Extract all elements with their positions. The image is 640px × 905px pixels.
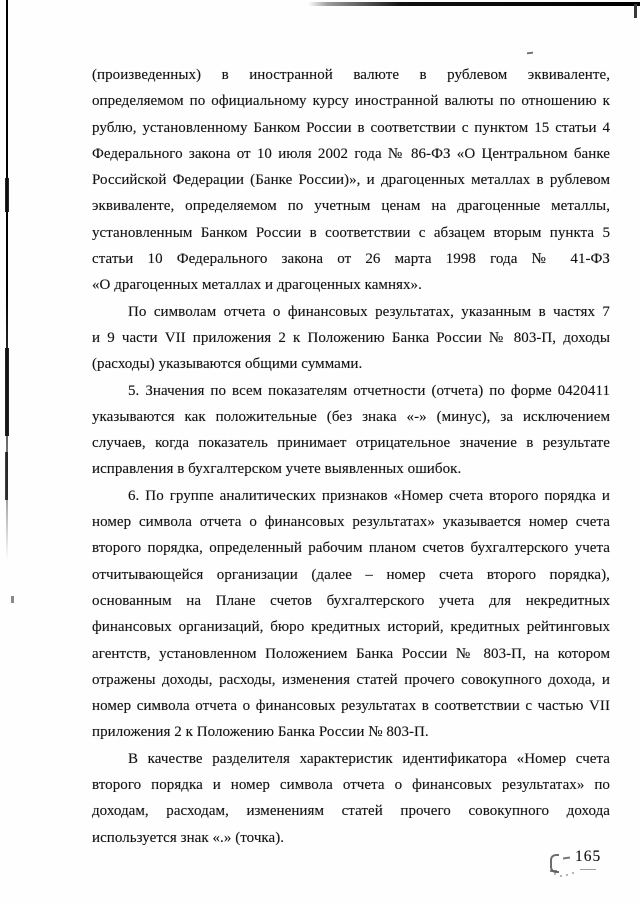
text-line: «О драгоценных металлах и драгоценных камнях». [92, 277, 422, 294]
left-scan-edge-blob [5, 178, 9, 212]
text-line: эквиваленте, определяемом по учетным ценам на драгоценные металлы, [92, 198, 610, 215]
text-line: указываются как положительные (без знака «-» (минус), за исключением [92, 408, 610, 425]
text-line: Российской Федерации (Банке России)», и драгоценных металлах в рублевом [92, 172, 610, 189]
stamp-dot [554, 873, 556, 875]
text-line: В качестве разделителя характеристик идентификатора «Номер счета [128, 750, 610, 767]
text-line: определяемом по официальному курсу иностранной валюты по отношению к [92, 93, 610, 110]
text-line: второго порядка и номер символа отчета о финансовых результатах» по [92, 777, 610, 794]
text-line: Федерального закона от 10 июля 2002 года № 86-ФЗ «О Центральном банке [92, 145, 610, 162]
stamp-dash-mark [563, 857, 570, 860]
text-line: номер символа отчета о финансовых результатах в соответствии с частью VII [92, 698, 610, 715]
text-line: случаев, когда показатель принимает отрицательное значение в результате [92, 435, 610, 452]
page-number: 165 [575, 848, 602, 865]
left-scan-edge-blob [5, 348, 9, 436]
text-line: и 9 части VII приложения 2 к Положению Банка России № 803-П, доходы [92, 329, 610, 346]
stamp-dot [560, 875, 562, 877]
text-line: основанным на Плане счетов бухгалтерского учета для некредитных [92, 592, 610, 609]
top-right-scan-tick [634, 4, 637, 18]
text-line: отчитывающейся организации (далее – номер счета второго порядка), [92, 566, 610, 583]
left-scan-edge-blob [5, 452, 8, 500]
text-line: установленным Банком России в соответствии с абзацем вторым пункта 5 [92, 224, 610, 241]
text-line: приложения 2 к Положению Банка России № 803-П. [92, 724, 429, 741]
stamp-dot [572, 872, 574, 874]
stamp-dot [566, 874, 568, 876]
top-scan-edge-line [308, 2, 640, 6]
text-line: номер символа отчета о финансовых результатах» указывается номер счета [92, 514, 610, 531]
text-line: второго порядка, определенный рабочим планом счетов бухгалтерского учета [92, 540, 610, 557]
text-line: отражены доходы, расходы, изменения статей прочего совокупного дохода, и [92, 671, 610, 688]
scan-speck [527, 52, 533, 55]
text-line: доходам, расходам, изменениям статей прочего совокупного дохода [92, 803, 610, 820]
text-line: исправления в бухгалтерском учете выявленных ошибок. [92, 461, 462, 478]
text-line: По символам отчета о финансовых результатах, указанным в частях 7 [128, 303, 610, 320]
text-line: 6. По группе аналитических признаков «Номер счета второго порядка и [128, 487, 610, 504]
text-line: финансовых организаций, бюро кредитных историй, кредитных рейтинговых [92, 619, 610, 636]
text-line: статьи 10 Федерального закона от 26 марта 1998 года № 41-ФЗ [92, 251, 610, 268]
text-line: используется знак «.» (точка). [92, 829, 285, 846]
page-text [92, 62, 610, 851]
text-line: 5. Значения по всем показателям отчетности (отчета) по форме 0420411 [128, 382, 610, 399]
text-line: агентств, установленном Положением Банка России № 803-П, на котором [92, 645, 610, 662]
page-number-underline-mark [580, 869, 596, 870]
faded-stamp-artifact [548, 852, 578, 878]
text-line: (произведенных) в иностранной валюте в рублевом эквиваленте, [92, 67, 610, 83]
text-line: рублю, установленному Банком России в соответствии с пунктом 15 статьи 4 [92, 119, 610, 136]
stamp-hook-mark [550, 870, 557, 872]
scan-speck [11, 596, 14, 603]
text-line: (расходы) указываются общими суммами. [92, 356, 363, 373]
